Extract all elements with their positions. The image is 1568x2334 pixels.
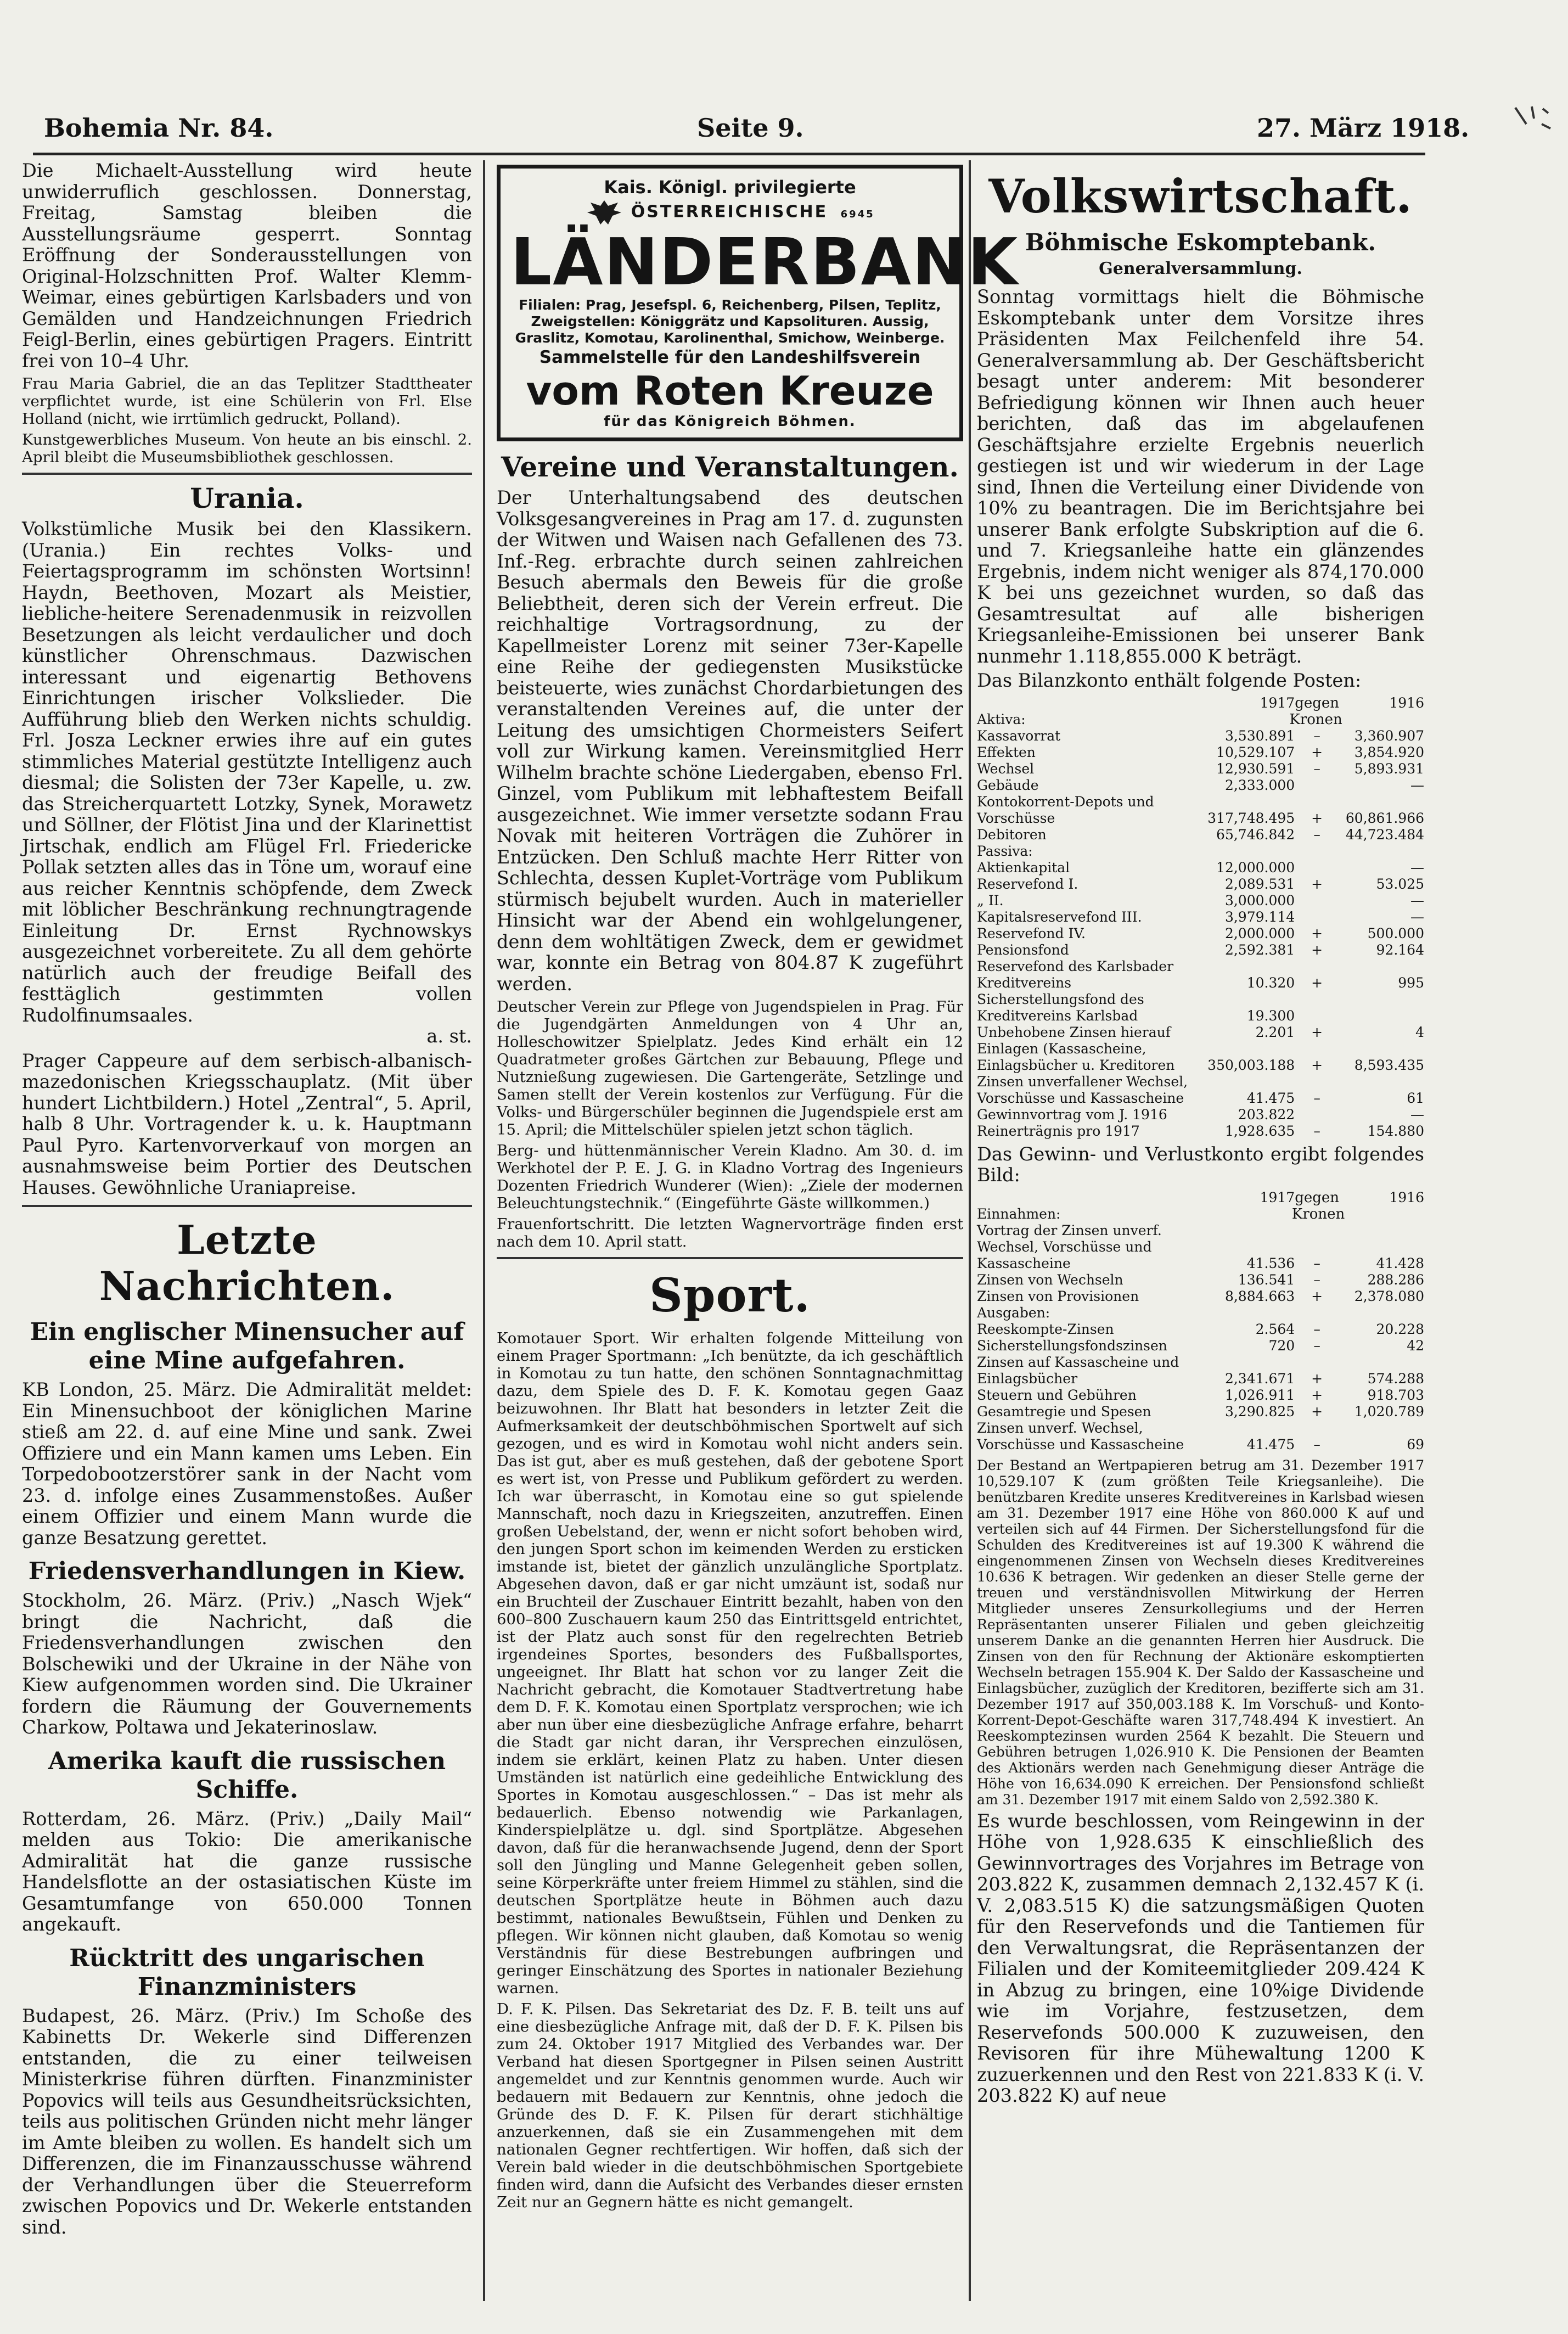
row-label: Pensionsfond xyxy=(977,941,1069,958)
row-label: Zinsen unverfallener Wechsel, Vorschüsse und Kassascheine xyxy=(977,1073,1188,1106)
change-sign: – xyxy=(1313,1123,1320,1139)
value-1916: 574.288 xyxy=(1367,1370,1424,1387)
value-1917: 2.564 xyxy=(1255,1321,1295,1337)
row-label: Unbehobene Zinsen hierauf xyxy=(977,1024,1171,1040)
laenderbank-advertisement xyxy=(497,165,1019,441)
table-header-row xyxy=(977,695,1424,711)
table-group-label: Aktiva: xyxy=(977,711,1026,727)
ad-reference-number: 6945 xyxy=(840,208,875,220)
paragraph: Volkstümliche Musik bei den Klassikern. (Urania.) Ein rechtes Volks- und Feiertagsprogramm im schönsten Wortsinn! Haydn, Beethoven, Mozart als Meistier, liebliche-heitere Serenadenmusik in reizvollen Besetzungen als leicht verdaulicher und doch künstlicher Ohrenschmaus. Dazwischen interessant und eigenartig Bethovens Einrichtungen irischer Volkslieder. Die Aufführung blieb den Werken nichts schuldig. Frl. Josza Leckner erwies ihre auf ein gutes stimmliches Material gestützte Intelligenz auch diesmal; die Solisten der 73er Kapelle, u. zw. das Streicherquartett Lotzky, Synek, Morawetz und Söllner, der Flötist Jina und der Klarinettist Jirtschak, endlich am Flügel Frl. Friedericke Pollak setzten alles das in Töne um, worauf eine aus reicher Kenntnis schöpfende, dem Zweck mit löblicher Beschränkung rechnungtragende Einleitung Dr. Ernst Rychnowskys ausgezeichnet vorbereitete. Zu all dem gehörte natürlich auch der freudige Beifall des festtäglich gestimmten vollen Rudolfinumsaales. xyxy=(22,518,472,1026)
profit-loss-table xyxy=(977,1190,1424,1453)
value-1917: 2,341.671 xyxy=(1224,1370,1295,1387)
row-label: Debitoren xyxy=(977,826,1047,843)
ad-red-cross: vom Roten Kreuze xyxy=(526,368,934,414)
table-header-row xyxy=(977,843,1424,860)
value-1916: 2,378.080 xyxy=(1354,1288,1424,1304)
change-sign: – xyxy=(1313,1436,1320,1452)
paragraph: Budapest, 26. März. (Priv.) Im Schoße des Kabinetts Dr. Wekerle sind Differenzen entstanden, die zu einer teilweisen Ministerkrise führen dürften. Finanzminister Popovics will teils aus Gesundheitsrücksichten, teils aus politischen Gründen nicht mehr länger im Amte bleiben zu wollen. Es handelt sich um Differenzen, die im Finanzausschusse während der Verhandlungen über die Steuerreform zwischen Popovics und Dr. Wekerle entstanden sind. xyxy=(22,2005,472,2238)
row-label: Wechsel xyxy=(977,760,1035,777)
value-1916: 53.025 xyxy=(1376,876,1424,892)
paragraph: Das Bilanzkonto enthält folgende Posten: xyxy=(977,670,1362,691)
table-row xyxy=(977,1123,1424,1140)
table-row xyxy=(977,1420,1424,1453)
section-heading: Urania. xyxy=(190,482,304,514)
row-label: Effekten xyxy=(977,744,1036,760)
table-row xyxy=(977,1404,1424,1420)
paragraph: Der Unterhaltungsabend des deutschen Volksgesangvereines in Prag am 17. d. zugunsten der Witwen und Waisen nach Gefallenen des 73. Inf.-Reg. erbrachte durch seinen zahlreichen Besuch abermals den Beweis für die große Beliebtheit, deren sich der Verein erfreut. Die reichhaltige Vortragsordnung, zu der Kapellmeister Lorenz mit seiner 73er-Kapelle eine Reihe der gediegensten Musikstücke beisteuerte, wies zunächst Chordarbietungen des veranstaltenden Vereines auf, die unter der Leitung des umsichtigen Chormeisters Seifert voll zur Wirkung kamen. Vereinsmitglied Herr Wilhelm brachte schöne Liedergaben, ebenso Frl. Ginzel, vom Publikum mit lebhaftestem Beifall ausgezeichnet. Wie immer versetzte sodann Frau Novak mit heiteren Vorträgen die Zuhörer in Entzücken. Den Schluß machte Herr Ritter von Schlechta, dessen Kuplet-Vorträge vom Publikum stürmisch bejubelt wurden. Auch in materieller Hinsicht war der Abend ein wohlgelungener, denn dem wohltätigen Zweck, dem er gewidmet war, konnte ein Betrag von 804.87 K zugeführt werden. xyxy=(497,487,963,995)
row-label: Kassavorrat xyxy=(977,727,1061,744)
row-label: Vortrag der Zinsen unverf. Wechsel, Vorschüsse und Kassascheine xyxy=(977,1222,1162,1271)
table-row xyxy=(977,942,1424,958)
change-sign: + xyxy=(1311,810,1323,826)
table-row xyxy=(977,744,1424,761)
change-sign: + xyxy=(1311,941,1323,958)
value-1917: 720 xyxy=(1268,1337,1295,1354)
value-1916: 154.880 xyxy=(1367,1123,1424,1139)
value-1917: 1,928.635 xyxy=(1224,1123,1295,1139)
article-headline: Ein englischer Minensucher auf eine Mine aufgefahren. xyxy=(30,1318,464,1374)
article-headline: Amerika kauft die russischen Schiffe. xyxy=(48,1747,446,1804)
ad-line: Sammelstelle für den Landeshilfsverein xyxy=(539,347,921,367)
table-header: gegen xyxy=(1295,694,1339,711)
row-label: Sicherstellungsfondszinsen xyxy=(977,1337,1167,1354)
change-sign: + xyxy=(1311,1370,1323,1387)
table-cell xyxy=(977,695,1207,711)
article-headline: Rücktritt des ungarischen Finanzministers xyxy=(69,1944,425,2001)
value-1917: 12,000.000 xyxy=(1216,859,1295,876)
value-1917: 8,884.663 xyxy=(1224,1288,1295,1304)
table-row xyxy=(977,761,1424,777)
value-1917: 2,089.531 xyxy=(1224,876,1295,892)
row-label: Aktienkapital xyxy=(977,859,1070,876)
table-row xyxy=(977,1387,1424,1404)
paragraph: D. F. K. Pilsen. Das Sekretariat des Dz. F. B. teilt uns auf eine diesbezügliche Anfrage mit, daß der D. F. K. Pilsen bis zum 24. Oktober 1917 Mitglied des Verbandes war. Der Verband hat diesen Sportgegner in Pilsen seinen Austritt angemeldet und zur Kenntnis genommen wurde. Auch wir bedauern mit Bedauern zur Kenntnis, ohne jedoch die Gründe des D. F. K. Pilsen für derart stichhältige anzuerkennen, daß sie ein Zusammengehen mit dem nationalen Gegner rechtfertigen. Wir hoffen, daß sich der Verein bald wieder in die deutschböhmischen Sportgebiete finden wird, dann die Aufsicht des Verbandes dieser ernsten Zeit nur an Gegnern hätte es nicht gemangelt. xyxy=(497,2000,963,2211)
column-divider xyxy=(969,160,971,2301)
paragraph: Sonntag vormittags hielt die Böhmische Eskomptebank unter dem Vorsitze ihres Präsidenten Max Feilchenfeld ihre 54. Generalversammlung ab. Der Geschäftsbericht besagt unter anderem: Mit besonderer Befriedigung können wir Ihnen auch heuer berichten, daß das im abgelaufenen Geschäftsjahre erzielte Ergebnis neuerlich gestiegen ist und wir wiederum in der Lage sind, Ihnen die Verteilung einer Dividende von 10% zu beantragen. Die im Berichtsjahre bei unserer Bank erfolgte Subskription auf die 6. und 7. Kriegsanleihe hatte ein glänzendes Ergebnis, indem nicht weniger als 874,170.000 K bei uns gezeichnet wurden, so daß das Gesamtresultat auf alle bisherigen Kriegsanleihe-Emissionen bei unserer Bank nunmehr 1.118,855.000 K beträgt. xyxy=(977,286,1424,667)
paragraph: Das Gewinn- und Verlustkonto ergibt folgendes Bild: xyxy=(977,1143,1424,1186)
value-1916 xyxy=(1339,991,1424,1024)
table-cell xyxy=(977,1190,1212,1206)
value-1917: 350,003.188 xyxy=(1207,1057,1295,1073)
aktiva-rows xyxy=(977,728,1424,843)
header-rule xyxy=(33,153,1425,155)
change-sign: + xyxy=(1311,974,1323,991)
table-row xyxy=(977,1024,1424,1041)
row-label: Steuern und Gebühren xyxy=(977,1387,1137,1403)
value-1916: 92.164 xyxy=(1376,941,1424,958)
table-header-row xyxy=(977,1206,1424,1222)
value-1917: 2,592.381 xyxy=(1224,941,1295,958)
table-row xyxy=(977,1354,1424,1387)
table-row xyxy=(977,1321,1424,1338)
table-header: 1917 xyxy=(1260,1189,1295,1205)
value-1916: 42 xyxy=(1407,1337,1424,1354)
table-row xyxy=(977,794,1424,827)
section-rule xyxy=(497,1257,963,1259)
table-row xyxy=(977,777,1424,794)
value-1916: 500.000 xyxy=(1367,925,1424,941)
row-label: Zinsen von Provisionen xyxy=(977,1288,1139,1304)
value-1916: 995 xyxy=(1398,974,1424,991)
value-1916: 44,723.484 xyxy=(1345,826,1424,843)
value-1916: 60,861.966 xyxy=(1345,810,1424,826)
row-label: Gebäude xyxy=(977,777,1039,793)
paragraph: Es wurde beschlossen, vom Reingewinn in der Höhe von 1,928.635 K einschließlich des Gewinnvortrages des Vorjahres im Betrage von 203.822 K, zusammen demnach 2,132.457 K (i. V. 2,083.515 K) die satzungsmäßigen Quoten für den Reservefonds und die Tantiemen für den Verwaltungsrat, die Repräsentanzen der Filialen und der Komiteemitglieder 209.424 K in Abzug zu bringen, eine 10%ige Dividende wie im Vorjahre, festzusetzen, dem Reservefonds 500.000 K zuzuweisen, den Revisoren für ihre Mühewaltung 1200 K zuzuerkennen und den Rest von 221.833 K (i. V. 203.822 K) auf neue xyxy=(977,1810,1424,2106)
header-issue: Bohemia Nr. 84. xyxy=(44,113,274,143)
einnahmen-rows xyxy=(977,1222,1424,1305)
row-label: Kapitalsreservefond III. xyxy=(977,908,1142,925)
table-group-label: Ausgaben: xyxy=(977,1304,1050,1321)
row-label: Reinerträgnis pro 1917 xyxy=(977,1123,1140,1139)
change-sign: – xyxy=(1313,760,1320,777)
value-1916: 918.703 xyxy=(1367,1387,1424,1403)
table-group-label: Passiva: xyxy=(977,843,1033,859)
table-header: Kronen xyxy=(1291,1205,1345,1222)
change-sign: + xyxy=(1311,1288,1323,1304)
ad-line-text: ÖSTERREICHISCHE xyxy=(631,202,828,222)
row-label: Zinsen unverf. Wechsel, Vorschüsse und Kassascheine xyxy=(977,1420,1184,1452)
table-header-row xyxy=(977,1305,1424,1321)
value-1916: 41.428 xyxy=(1376,1255,1424,1271)
change-sign: + xyxy=(1311,876,1323,892)
value-1917: 203.822 xyxy=(1238,1106,1295,1123)
row-label: Einlagen (Kassascheine, Einlagsbücher u. Kreditoren xyxy=(977,1040,1175,1073)
table-group-label: Einnahmen: xyxy=(977,1205,1061,1222)
change-sign: – xyxy=(1313,1337,1320,1354)
table-row xyxy=(977,909,1424,925)
paragraph: Deutscher Verein zur Pflege von Jugendspielen in Prag. Für die Jugendgärten Anmeldungen von 4 Uhr an, Holleschowitzer Spielplatz. Jedes Kind erhält ein 12 Quadratmeter großes Gärtchen zur Bebauung, Pflege und Nutznießung zugewiesen. Die Gartengeräte, Setzlinge und Samen stellt der Verein kostenlos zur Verfügung. Für die Volks- und Bürgerschüler beginnen die Jugendspiele erst am 15. April; die Mittelschüler spielen jetzt schon täglich. xyxy=(497,998,963,1138)
row-label: Kontokorrent-Depots und Vorschüsse xyxy=(977,793,1154,826)
ad-line-text: Kais. Königl. privilegierte xyxy=(604,177,856,198)
row-label: Sicherstellungsfond des Kreditvereins Karlsbad xyxy=(977,991,1144,1024)
table-row xyxy=(977,925,1424,942)
ad-line xyxy=(510,198,949,227)
table-row xyxy=(977,860,1424,876)
table-row xyxy=(977,827,1424,843)
passiva-rows xyxy=(977,860,1424,1140)
value-1917: 3,000.000 xyxy=(1224,892,1295,908)
value-1916: 1,020.789 xyxy=(1354,1403,1424,1420)
ad-bank-name: LÄNDERBANK xyxy=(510,224,1019,300)
header-date: 27. März 1918. xyxy=(1257,113,1470,143)
article-subheadline: Generalversammlung. xyxy=(1099,259,1302,278)
value-1916: — xyxy=(1410,777,1424,793)
row-label: Reservefond I. xyxy=(977,876,1078,892)
article-headline: Friedensverhandlungen in Kiew. xyxy=(28,1557,466,1585)
value-1917: 136.541 xyxy=(1238,1271,1295,1288)
article-headline: Böhmische Eskomptebank. xyxy=(1025,229,1376,256)
table-row xyxy=(977,876,1424,893)
value-1917: 3,979.114 xyxy=(1224,908,1295,925)
author-signature: a. st. xyxy=(426,1025,472,1047)
paragraph: Stockholm, 26. März. (Priv.) „Nasch Wjek“ bringt die Nachricht, daß die Friedensverhandlungen zwischen den Bolschewiki und der Ukraine in der Nähe von Kiew aufgenommen worden sind. Die Ukrainer fordern die Räumung der Gouvernements Charkow, Poltawa und Jekaterinoslaw. xyxy=(22,1590,472,1738)
value-1917: 41.475 xyxy=(1246,1090,1295,1106)
value-1916: 8,593.435 xyxy=(1354,1057,1424,1073)
table-row xyxy=(977,893,1424,909)
table-header: 1916 xyxy=(1389,1189,1424,1205)
change-sign xyxy=(1295,860,1339,876)
table-row xyxy=(977,1074,1424,1107)
value-1917: 3,530.891 xyxy=(1224,727,1295,744)
paragraph: Berg- und hüttenmännischer Verein Kladno. Am 30. d. im Werkhotel der P. E. J. G. in Kladno Vortrag des Ingenieurs Dozenten Friedrich Wunderer (Wien): „Ziele der modernen Beleuchtungstechnik.“ (Eingeführte Gäste willkommen.) xyxy=(497,1142,963,1212)
table-row xyxy=(977,991,1424,1024)
value-1917: 65,746.842 xyxy=(1216,826,1295,843)
change-sign: + xyxy=(1311,1387,1323,1403)
table-row xyxy=(977,1288,1424,1305)
column-divider xyxy=(483,160,485,2301)
table-row xyxy=(977,728,1424,744)
value-1916: 20.228 xyxy=(1376,1321,1424,1337)
value-1916: — xyxy=(1410,908,1424,925)
header-page-number: Seite 9. xyxy=(697,113,804,143)
paragraph: Rotterdam, 26. März. (Priv.) „Daily Mail“ melden aus Tokio: Die amerikanische Admiralität hat die ganze russische Handelsflotte an der ostasiatischen Küste im Gesamtumfange von 650.000 Tonnen angekauft. xyxy=(22,1808,472,1935)
value-1916: 5,893.931 xyxy=(1354,760,1424,777)
table-row xyxy=(977,1107,1424,1123)
row-label: Reeskompte-Zinsen xyxy=(977,1321,1114,1337)
value-1917: 2.201 xyxy=(1255,1024,1295,1040)
change-sign: + xyxy=(1311,1024,1323,1040)
change-sign xyxy=(1295,991,1339,1024)
paragraph: Der Bestand an Wertpapieren betrug am 31. Dezember 1917 10,529.107 K (zum größten Teile Kriegsanleihe). Die benützbaren Kredite unseres Kreditvereines in Karlsbad wiesen am 31. Dezember 1917 eine Höhe von 860.000 K auf und verteilen sich auf 44 Firmen. Der Sicherstellungsfond für die Schulden des Kreditvereines ist auf 19.300 K während die eingenommenen Zinsen von Wechseln dieses Kreditvereines 10.636 K betragen. Wir gedenken an dieser Stelle gerne der treuen und verständnisvollen Mitwirkung der Herren Mitglieder unseres Zensurkollegiums und der Herren Repräsentanten unserer Filialen und geben gleichzeitig unserem Danke an die genannten Herren hier Ausdruck. Die Zinsen von den für Rechnung der Aktionäre eskomptierten Wechseln betragen 155.904 K. Der Saldo der Kassascheine und Einlagsbücher, zuzüglich der Kreditoren, bezifferte sich am 31. Dezember 1917 auf 350,003.188 K. Im Vorschuß- und Konto-Korrent-Depot-Geschäfte waren 317,748.494 K investiert. An Reeskomptezinsen wurden 2564 K bezahlt. Die Steuern und Gebühren betrugen 1,026.910 K. Die Pensionen der Beamten des Aktionärs werden nach Genehmigung dieser Anträge die Höhe von 16,634.090 K erreichen. Der Pensionsfond schließt am 31. Dezember 1917 mit einem Saldo von 2,592.380 K. xyxy=(977,1457,1424,1808)
value-1916: 3,854.920 xyxy=(1354,744,1424,760)
value-1917: 19.300 xyxy=(1246,1007,1295,1024)
change-sign: + xyxy=(1311,744,1323,760)
change-sign: + xyxy=(1311,1403,1323,1420)
ad-line xyxy=(510,176,949,198)
value-1916: 69 xyxy=(1407,1436,1424,1452)
value-1917: 1,026.911 xyxy=(1224,1387,1295,1403)
change-sign: + xyxy=(1311,925,1323,941)
value-1917: 2,000.000 xyxy=(1224,925,1295,941)
change-sign xyxy=(1295,909,1339,925)
paragraph: Frau Maria Gabriel, die an das Teplitzer Stadttheater verpflichtet wurde, ist eine Schülerin von Frl. Else Holland (nicht, wie irrtümlich gedruckt, Polland). xyxy=(22,375,472,428)
paragraph: Prager Cappeure auf dem serbisch-albanisch-mazedonischen Kriegsschauplatz. (Mit über hundert Lichtbildern.) Hotel „Zentral“, 5. April, halb 8 Uhr. Vortragender k. u. k. Hauptmann Paul Pyro. Kartenvorverkauf von morgen an ausnahmsweise beim Portier des Deutschen Hauses. Gewöhnliche Uraniapreise. xyxy=(22,1050,472,1198)
paragraph: Komotauer Sport. Wir erhalten folgende Mitteilung von einem Prager Sportmann: „Ich benützte, da ich geschäftlich in Komotau zu tun hatte, den schönen Sonntagnachmittag dazu, dem Spiele des D. F. K. Komotau gegen Gaaz beizuwohnen. Ihr Blatt hat besonders in letzter Zeit die Aufmerksamkeit der deutschböhmischen Sportwelt auf sich gezogen, und es wird in Komotau wohl nicht anders sein. Das ist gut, aber es muß gestehen, daß der gebotene Sport es wert ist, von Presse und Publikum gefördert zu werden. Ich war überrascht, in Komotau eine so gut spielende Mannschaft, noch dazu in Kriegszeiten, anzutreffen. Einen großen Uebelstand, der, wenn er nicht sofort behoben wird, den jungen Sport schon im keimenden Werden zu ersticken imstande ist, bietet der gänzlich unzulängliche Sportplatz. Abgesehen davon, daß er gar nicht umzäunt ist, sodaß nur ein Bruchteil der Zuschauer Eintritt bezahlt, haben von den 600–800 Zuschauern kaum 250 das Eintrittsgeld entrichtet, ist der Platz auch sonst für den regelrechten Betrieb irgendeines Sportes, besonders des Fußballsportes, ungeeignet. Ihr Blatt hat schon vor zu langer Zeit die Nachricht gebracht, die Komotauer Stadtvertretung habe dem D. F. K. Komotau einen Sportplatz versprochen; wie ich aber nun über eine diesbezügliche Anfrage erfahre, beharrt die Stadt gar nicht daran, ihr Versprechen einzulösen, indem sie erklärt, keinen Platz zu haben. Unter diesen Umständen ist natürlich eine gedeihliche Entwicklung des Sportes in Komotau ausgeschlossen.“ – Das ist mehr als bedauerlich. Ebenso notwendig wie Parkanlagen, Kinderspielplätze u. dgl. sind Sportplätze. Abgesehen davon, daß für die heranwachsende Jugend, denn der Sport soll den Jüngling und Manne Gelegenheit geben sollen, seine Körperkräfte unter freiem Himmel zu stählen, sind die deutschen Sportplätze heute in Böhmen auch dazu bestimmt, nationales Bewußtsein, Fühlen und Denken zu pflegen. Wir können nicht glauben, daß Komotau so wenig Verständnis für diese Bestrebungen aufbringen und geringer Einschätzung des Sportes in nationaler Beziehung warnen. xyxy=(497,1329,963,1997)
table-row xyxy=(977,1222,1424,1272)
ad-branches: Filialen: Prag, Jesefspl. 6, Reichenberg, Pilsen, Teplitz, Zweigstellen: Königgrätz und Kapsolituren. Aussig, Graslitz, Komotau, Karolinenthal, Smichow, Weinberge. xyxy=(515,297,945,346)
ausgaben-rows xyxy=(977,1321,1424,1453)
row-label: Zinsen von Wechseln xyxy=(977,1271,1123,1288)
section-heading: Volkswirtschaft. xyxy=(988,169,1413,223)
section-rule xyxy=(22,1205,472,1207)
row-label: Gesamtregie und Spesen xyxy=(977,1403,1151,1420)
change-sign: + xyxy=(1311,1057,1323,1073)
value-1916: 61 xyxy=(1407,1090,1424,1106)
table-header: gegen xyxy=(1295,1189,1339,1206)
row-label: Reservefond des Karlsbader Kreditvereins xyxy=(977,958,1174,991)
change-sign: – xyxy=(1313,1271,1320,1288)
row-label: Gewinnvortrag vom J. 1916 xyxy=(977,1106,1167,1123)
change-sign xyxy=(1295,893,1339,909)
ad-line: für das Königreich Böhmen. xyxy=(604,413,856,430)
value-1917: 10,529.107 xyxy=(1216,744,1295,760)
value-1917: 41.536 xyxy=(1246,1255,1295,1271)
table-header-row xyxy=(977,711,1424,728)
value-1917: 12,930.591 xyxy=(1216,760,1295,777)
value-1916: 3,360.907 xyxy=(1354,727,1424,744)
paragraph: Kunstgewerbliches Museum. Von heute an bis einschl. 2. April bleibt die Museumsbibliothek geschlossen. xyxy=(22,431,472,466)
section-heading: Sport. xyxy=(649,1268,811,1322)
corner-mark-icon xyxy=(1510,102,1554,135)
table-header: 1917 xyxy=(1260,694,1295,711)
table-row xyxy=(977,1338,1424,1354)
value-1916: — xyxy=(1410,892,1424,908)
paragraph: KB London, 25. März. Die Admiralität meldet: Ein Minensuchboot der königlichen Marine stieß am 22. d. auf eine Mine und sank. Zwei Offiziere und ein Mann kamen ums Leben. Ein Torpedobootzerstörer sank in der Nacht vom 23. d. infolge eines Zusammenstoßes. Außer einem Offizier und einem Mann wurde die ganze Besatzung gerettet. xyxy=(22,1379,472,1548)
change-sign xyxy=(1295,777,1339,794)
value-1916: — xyxy=(1410,859,1424,876)
table-header: Kronen xyxy=(1289,711,1342,728)
row-label: Zinsen auf Kassascheine und Einlagsbücher xyxy=(977,1354,1179,1387)
value-1917: 3,290.825 xyxy=(1224,1403,1295,1420)
table-header-row xyxy=(977,1190,1424,1206)
value-1917: 2,333.000 xyxy=(1224,777,1295,793)
value-1916: — xyxy=(1410,1106,1424,1123)
row-label: „ II. xyxy=(977,892,1004,908)
section-heading: Vereine und Veranstaltungen. xyxy=(501,451,959,483)
change-sign: – xyxy=(1313,826,1320,843)
change-sign xyxy=(1295,1107,1339,1123)
table-row xyxy=(977,958,1424,991)
column-1 xyxy=(22,160,472,2318)
paragraph: Frauenfortschritt. Die letzten Wagnervorträge finden erst nach dem 10. April statt. xyxy=(497,1215,963,1250)
value-1916: 4 xyxy=(1415,1024,1424,1040)
value-1917: 41.475 xyxy=(1246,1436,1295,1452)
value-1917: 317,748.495 xyxy=(1207,810,1295,826)
value-1916: 288.286 xyxy=(1367,1271,1424,1288)
change-sign: – xyxy=(1313,1090,1320,1106)
table-row xyxy=(977,1272,1424,1288)
change-sign: – xyxy=(1313,727,1320,744)
table-header: 1916 xyxy=(1389,694,1424,711)
balance-table xyxy=(977,695,1424,1140)
section-heading: Letzte Nachrichten. xyxy=(99,1216,395,1309)
column-3 xyxy=(977,160,1424,2318)
table-row xyxy=(977,1041,1424,1074)
section-rule xyxy=(22,473,472,475)
eagle-crest-icon xyxy=(585,198,623,227)
change-sign: – xyxy=(1313,1255,1320,1271)
paragraph: Die Michaelt-Ausstellung wird heute unwiderruflich geschlossen. Donnerstag, Freitag, Samstag bleiben die Ausstellungsräume gesperrt. Sonntag Eröffnung der Sonderausstellungen von Original-Holzschnitten Prof. Walter Klemm-Weimar, eines gebürtigen Karlsbaders und von Gemälden und Handzeichnungen Friedrich Feigl-Berlin, eines gebürtigen Pragers. Eintritt frei von 10–4 Uhr. xyxy=(22,160,472,372)
value-1917: 10.320 xyxy=(1246,974,1295,991)
change-sign: – xyxy=(1313,1321,1320,1337)
row-label: Reservefond IV. xyxy=(977,925,1086,941)
